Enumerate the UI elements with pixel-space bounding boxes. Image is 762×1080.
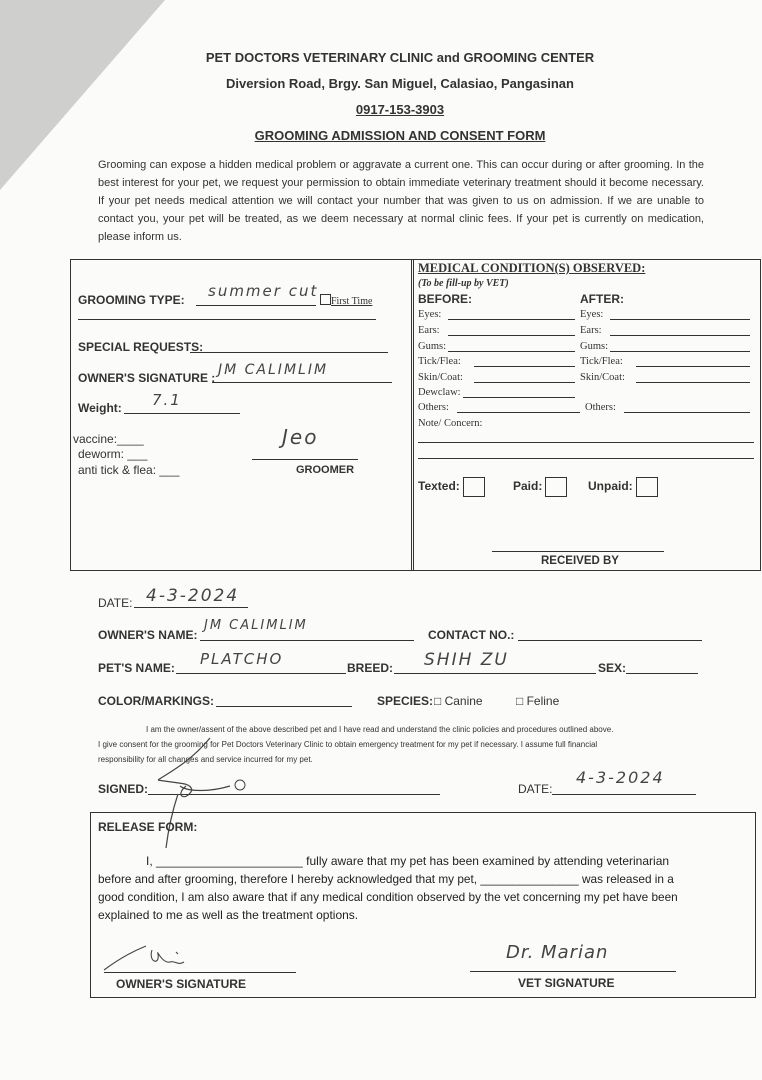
after-row-label: Others: xyxy=(585,402,616,413)
unpaid-checkbox[interactable] xyxy=(636,477,658,497)
after-row-line[interactable] xyxy=(624,412,750,413)
owner-signature-line[interactable] xyxy=(212,382,392,383)
medical-subtitle: (To be fill-up by VET) xyxy=(418,278,509,289)
signed-label: SIGNED: xyxy=(98,782,149,796)
before-row-label: Ears: xyxy=(418,325,440,336)
pet-name-line[interactable] xyxy=(176,673,346,674)
consent-date-value: 4-3-2024 xyxy=(576,768,665,787)
owner-release-signature-line[interactable] xyxy=(104,972,296,973)
weight-value: 7.1 xyxy=(152,391,182,409)
form-title: GROOMING ADMISSION AND CONSENT FORM xyxy=(254,128,546,143)
grooming-type-label: GROOMING TYPE: xyxy=(78,293,185,307)
note-line-1[interactable] xyxy=(418,442,754,443)
consent-text-1: I am the owner/assent of the above described pet and I have read and understand the clinic policies and procedures outlined above. xyxy=(146,725,614,734)
before-row-line[interactable] xyxy=(474,366,575,367)
after-row-line[interactable] xyxy=(636,382,750,383)
before-row-line[interactable] xyxy=(474,382,575,383)
owner-signature-value: JM CALIMLIM xyxy=(218,362,329,378)
after-row-line[interactable] xyxy=(610,351,750,352)
consent-date-line[interactable] xyxy=(552,794,696,795)
after-row-line[interactable] xyxy=(610,335,750,336)
first-time-label: First Time xyxy=(331,296,373,307)
first-time-checkbox[interactable] xyxy=(320,294,331,305)
breed-line[interactable] xyxy=(394,673,596,674)
owner-name-value: JM CALIMLIM xyxy=(204,618,308,633)
color-label: COLOR/MARKINGS: xyxy=(98,694,214,708)
before-row-line[interactable] xyxy=(448,335,575,336)
consent-text-2: I give consent for the grooming for Pet Doctors Veterinary Clinic to obtain emergency treatment for my pet if necessary. I assume full financial xyxy=(98,740,598,749)
before-row-line[interactable] xyxy=(448,351,575,352)
sex-line[interactable] xyxy=(626,673,698,674)
grooming-type-line[interactable] xyxy=(196,305,316,306)
after-row-label: Gums: xyxy=(580,341,609,352)
date-value: 4-3-2024 xyxy=(146,586,240,606)
weight-line[interactable] xyxy=(124,413,240,414)
before-label: BEFORE: xyxy=(418,292,472,306)
pet-name-label: PET'S NAME: xyxy=(98,661,175,675)
grooming-type-value: summer cut xyxy=(208,282,319,300)
after-row-label: Skin/Coat: xyxy=(580,372,625,383)
after-row-line[interactable] xyxy=(636,366,750,367)
weight-label: Weight: xyxy=(78,401,122,415)
contact-label: CONTACT NO.: xyxy=(428,628,515,642)
special-requests-line[interactable] xyxy=(190,352,388,353)
vet-signature-value: Dr. Marian xyxy=(506,942,609,963)
release-line-1: I, ______________________ fully aware that my pet has been examined by attending veterinarian xyxy=(146,854,670,868)
owner-signature-label: OWNER'S SIGNATURE : xyxy=(78,371,216,385)
deworm-label: deworm: ___ xyxy=(78,447,148,461)
before-row-label: Tick/Flea: xyxy=(418,356,461,367)
received-by-label: RECEIVED BY xyxy=(541,555,619,567)
unpaid-group xyxy=(588,477,658,497)
after-label: AFTER: xyxy=(580,292,624,306)
after-row-label: Ears: xyxy=(580,325,602,336)
clinic-phone: 0917-153-3903 xyxy=(355,102,445,117)
paid-label: Paid: xyxy=(513,479,543,494)
texted-label: Texted: xyxy=(418,479,460,494)
groomer-signature: Jeo xyxy=(282,425,319,449)
release-line-4: explained to me as well as the treatment options. xyxy=(98,908,359,922)
groomer-line[interactable] xyxy=(252,459,358,460)
release-title: RELEASE FORM: xyxy=(98,820,198,834)
unpaid-label: Unpaid: xyxy=(588,479,633,494)
received-by-line[interactable] xyxy=(492,551,664,552)
pet-name-value: PLATCHO xyxy=(200,650,284,668)
groomer-label: GROOMER xyxy=(296,464,355,476)
before-row-line[interactable] xyxy=(457,412,580,413)
before-row-label: Dewclaw: xyxy=(418,387,461,398)
special-requests-label: SPECIAL REQUESTS: xyxy=(78,340,204,354)
texted-checkbox[interactable] xyxy=(463,477,485,497)
before-row-label: Skin/Coat: xyxy=(418,372,463,383)
owner-name-label: OWNER'S NAME: xyxy=(98,628,198,642)
intro-paragraph: Grooming can expose a hidden medical problem or aggravate a current one. This can occur during or after grooming. In the best interest for your pet, we request your permission to obtain immediate veterinary treatment should it become necessary. If your pet needs medical attention we will contact your number that was given to us on admission. If we are unable to contact you, your pet will be treated, as we deem necessary at normal clinic fees. If your pet is currently on medication, please inform us. xyxy=(98,159,704,243)
vet-signature-line[interactable] xyxy=(470,971,676,972)
species-label: SPECIES: xyxy=(377,694,434,708)
paid-group xyxy=(513,477,567,497)
release-line-2: before and after grooming, therefore I hereby acknowledged that my pet, _______________ was released in a xyxy=(98,872,674,886)
note-label: Note/ Concern: xyxy=(418,418,483,429)
release-line-3: good condition, I am also aware that if any medical condition observed by the vet concerning my pet have been xyxy=(98,890,678,904)
grooming-type-extra-line xyxy=(78,319,376,320)
before-row-label: Eyes: xyxy=(418,309,442,320)
after-row-label: Tick/Flea: xyxy=(580,356,623,367)
before-row-label: Others: xyxy=(418,402,449,413)
note-line-2[interactable] xyxy=(418,458,754,459)
feline-option[interactable]: □ Feline xyxy=(516,694,560,708)
color-line[interactable] xyxy=(216,706,352,707)
contact-line[interactable] xyxy=(518,640,702,641)
vaccine-label: vaccine:____ xyxy=(73,432,144,446)
after-row-label: Eyes: xyxy=(580,309,604,320)
before-row-line[interactable] xyxy=(448,319,575,320)
clinic-address: Diversion Road, Brgy. San Miguel, Calasiao, Pangasinan xyxy=(226,76,574,91)
owner-name-line[interactable] xyxy=(200,640,414,641)
antitick-label: anti tick & flea: ___ xyxy=(78,463,180,477)
date-line[interactable] xyxy=(134,607,248,608)
sex-label: SEX: xyxy=(598,661,627,675)
before-row-label: Gums: xyxy=(418,341,447,352)
texted-group xyxy=(418,477,485,497)
owner-release-signature xyxy=(100,944,200,974)
canine-option[interactable]: □ Canine xyxy=(434,694,483,708)
after-row-line[interactable] xyxy=(610,319,750,320)
clinic-name: PET DOCTORS VETERINARY CLINIC and GROOMING CENTER xyxy=(205,50,595,65)
breed-label: BREED: xyxy=(347,661,394,675)
breed-value: SHIH ZU xyxy=(424,650,509,670)
consent-text-3: responsibility for all changes and service incurred for my pet. xyxy=(98,755,313,764)
before-row-line[interactable] xyxy=(463,397,575,398)
date-label: DATE: xyxy=(98,596,133,610)
paid-checkbox[interactable] xyxy=(545,477,567,497)
vet-sig-label: VET SIGNATURE xyxy=(518,976,615,990)
owner-sig-label: OWNER'S SIGNATURE xyxy=(116,977,246,991)
consent-date-label: DATE: xyxy=(518,782,553,796)
medical-title: MEDICAL CONDITION(S) OBSERVED: xyxy=(418,261,646,275)
